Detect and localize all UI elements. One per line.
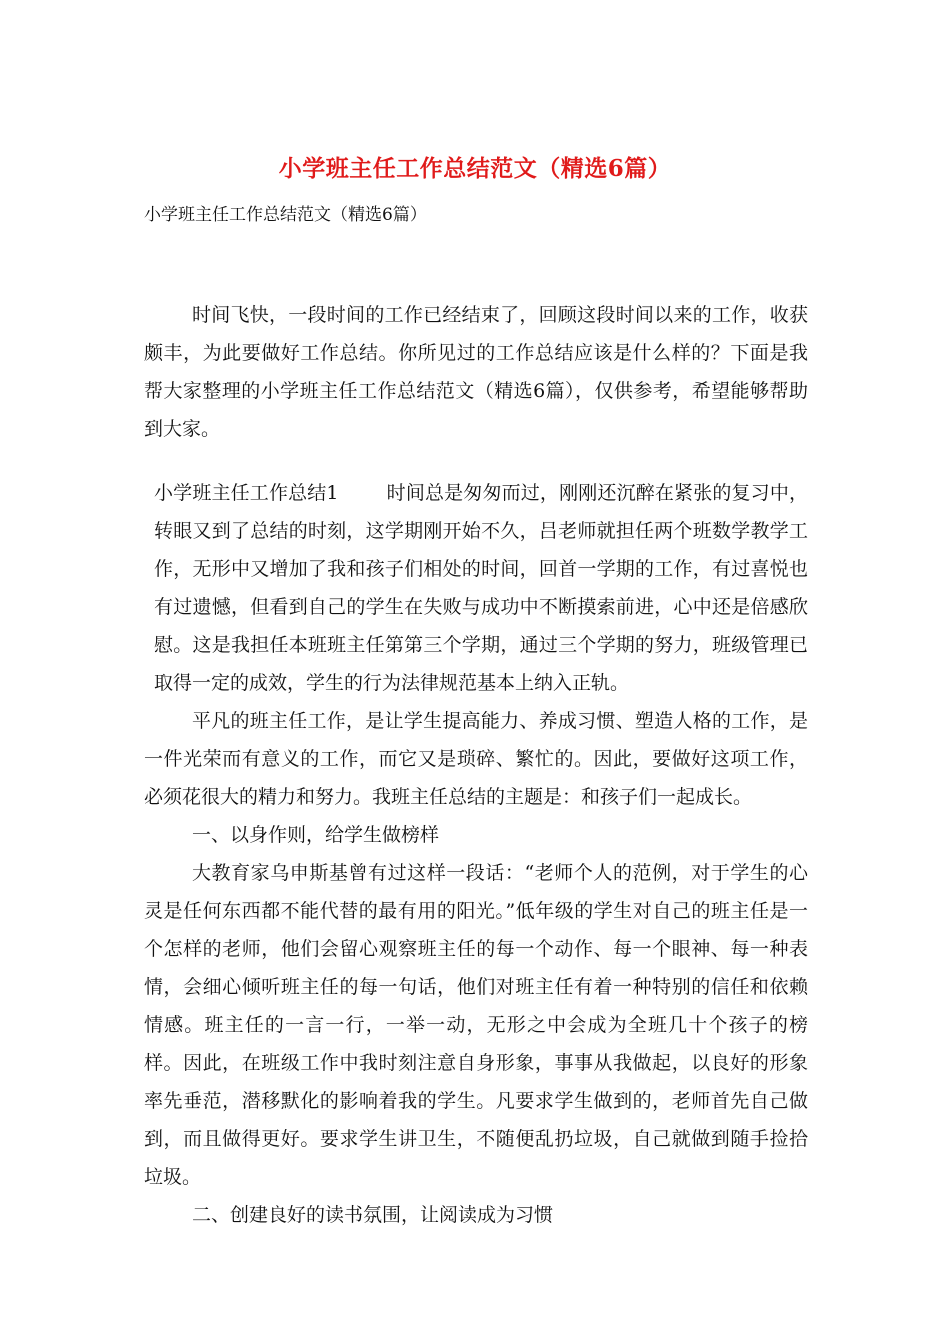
section-1-paragraph-2: 平凡的班主任工作，是让学生提高能力、养成习惯、塑造人格的工作，是一件光荣而有意义的工作，而它又是琐碎、繁忙的。因此，要做好这项工作，必须花很大的精力和努力。我班主任总结的主题是：和孩子们一起成长。 xyxy=(144,710,808,808)
intro-paragraph: 时间飞快，一段时间的工作已经结束了，回顾这段时间以来的工作，收获颇丰，为此要做好工作总结。你所见过的工作总结应该是什么样的？下面是我帮大家整理的小学班主任工作总结范文（精选6篇），仅供参考，希望能够帮助到大家。 xyxy=(144,304,808,440)
document-subtitle: 小学班主任工作总结范文（精选6篇） xyxy=(144,205,427,225)
section-1 xyxy=(144,474,808,1234)
intro-block xyxy=(144,296,808,448)
section-1-point-1-heading: 一、以身作则，给学生做榜样 xyxy=(192,824,440,846)
document-title: 小学班主任工作总结范文（精选6篇） xyxy=(278,155,672,182)
section-1-paragraph-3: 大教育家乌申斯基曾有过这样一段话：“老师个人的范例，对于学生的心灵是任何东西都不能代替的最有用的阳光。”低年级的学生对自己的班主任是一个怎样的老师，他们会留心观察班主任的每一个动作、每一个眼神、每一种表情，会细心倾听班主任的每一句话，他们对班主任有着一种特别的信任和依赖情感。班主任的一言一行，一举一动，无形之中会成为全班几十个孩子的榜样。因此，在班级工作中我时刻注意自身形象，事事从我做起，以良好的形象率先垂范，潜移默化的影响着我的学生。凡要求学生做到的，老师首先自己做到，而且做得更好。要求学生讲卫生，不随便乱扔垃圾，自己就做到随手捡拾垃圾。 xyxy=(144,862,808,1188)
section-1-point-2-heading: 二、创建良好的读书氛围，让阅读成为习惯 xyxy=(192,1204,554,1226)
section-1-heading: 小学班主任工作总结1 xyxy=(154,482,339,504)
section-1-first-paragraph xyxy=(154,474,808,702)
section-1-paragraph-1-text: 时间总是匆匆而过，刚刚还沉醉在紧张的复习中，转眼又到了总结的时刻，这学期刚开始不久，吕老师就担任两个班数学教学工作，无形中又增加了我和孩子们相处的时间，回首一学期的工作，有过喜悦也有过遗憾，但看到自己的学生在失败与成功中不断摸索前进，心中还是倍感欣慰。这是我担任本班班主任第第三个学期，通过三个学期的努力，班级管理已取得一定的成效，学生的行为法律规范基本上纳入正轨。 xyxy=(154,482,808,694)
